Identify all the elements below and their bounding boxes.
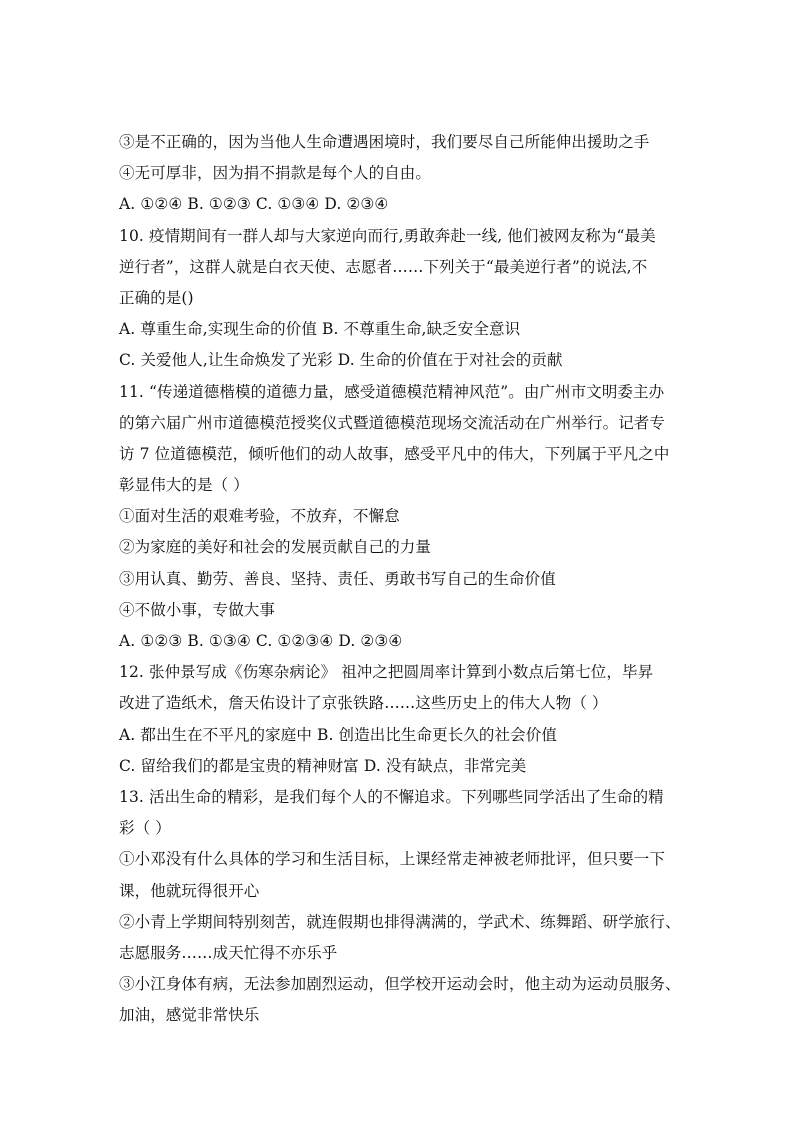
question-12-stem: 12. 张仲景写成《伤寒杂病论》 祖冲之把圆周率计算到小数点后第七位，毕昇 xyxy=(119,663,654,682)
question-11-option: ④不做小事，专做大事 xyxy=(119,600,276,619)
question-13-option: ③小江身体有病，无法参加剧烈运动，但学校开运动会时，他主动为运动员服务、 xyxy=(119,975,681,994)
question-13-option: 课，他就玩得很开心 xyxy=(119,881,260,900)
question-11-stem: 彰显伟大的是（ ） xyxy=(119,476,249,495)
question-13-stem: 彩（ ） xyxy=(119,819,171,838)
question-11-choices: A. ①②③ B. ①③④ C. ①②③④ D. ②③④ xyxy=(119,632,403,650)
question-10-stem: 10. 疫情期间有一群人却与大家逆向而行,勇敢奔赴一线, 他们被网友称为“最美 xyxy=(119,226,656,245)
question-10-stem: 正确的是() xyxy=(119,288,194,307)
question-11-option: ①面对生活的艰难考验，不放弃，不懈怠 xyxy=(119,507,400,526)
question-10-stem: 逆行者”，这群人就是白衣天使、志愿者……下列关于“最美逆行者”的说法,不 xyxy=(119,257,648,276)
answer-choices-q9: A. ①②④ B. ①②③ C. ①③④ D. ②③④ xyxy=(119,195,389,214)
question-12-choices: A. 都出生在不平凡的家庭中 B. 创造出比生命更长久的社会价值 xyxy=(119,725,557,744)
question-11-stem: 的第六届广州市道德模范授奖仪式暨道德模范现场交流活动在广州举行。记者专 xyxy=(119,413,666,432)
option-4-text: ④无可厚非，因为捐不捐款是每个人的自由。 xyxy=(119,164,432,183)
question-13-stem: 13. 活出生命的精彩，是我们每个人的不懈追求。下列哪些同学活出了生命的精 xyxy=(119,787,664,806)
question-13-option: ②小青上学期间特别刻苦，就连假期也排得满满的，学武术、练舞蹈、研学旅行、 xyxy=(119,912,681,931)
question-12-choices: C. 留给我们的都是宝贵的精神财富 D. 没有缺点，非常完美 xyxy=(119,756,527,775)
question-13-option: 志愿服务……成天忙得不亦乐乎 xyxy=(119,943,338,962)
document-body xyxy=(119,127,679,1031)
question-10-choices: A. 尊重生命,实现生命的价值 B. 不尊重生命,缺乏安全意识 xyxy=(119,320,521,339)
question-12-stem: 改进了造纸术，詹天佑设计了京张铁路……这些历史上的伟大人物（ ） xyxy=(119,694,608,713)
question-11-stem: 11. “传递道德楷模的道德力量，感受道德模范精神风范”。由广州市文明委主办 xyxy=(119,382,665,401)
question-13-option: ①小邓没有什么具体的学习和生活目标，上课经常走神被老师批评，但只要一下 xyxy=(119,850,666,869)
question-11-option: ③用认真、勤劳、善良、坚持、责任、勇敢书写自己的生命价值 xyxy=(119,569,556,588)
question-10-choices: C. 关爱他人,让生命焕发了光彩 D. 生命的价值在于对社会的贡献 xyxy=(119,351,563,370)
question-11-option: ②为家庭的美好和社会的发展贡献自己的力量 xyxy=(119,538,432,557)
option-3-text: ③是不正确的，因为当他人生命遭遇困境时，我们要尽自己所能伸出援助之手 xyxy=(119,133,650,151)
question-11-stem: 访 7 位道德模范，倾听他们的动人故事，感受平凡中的伟大，下列属于平凡之中 xyxy=(119,444,670,463)
question-13-option: 加油，感觉非常快乐 xyxy=(119,1006,260,1025)
